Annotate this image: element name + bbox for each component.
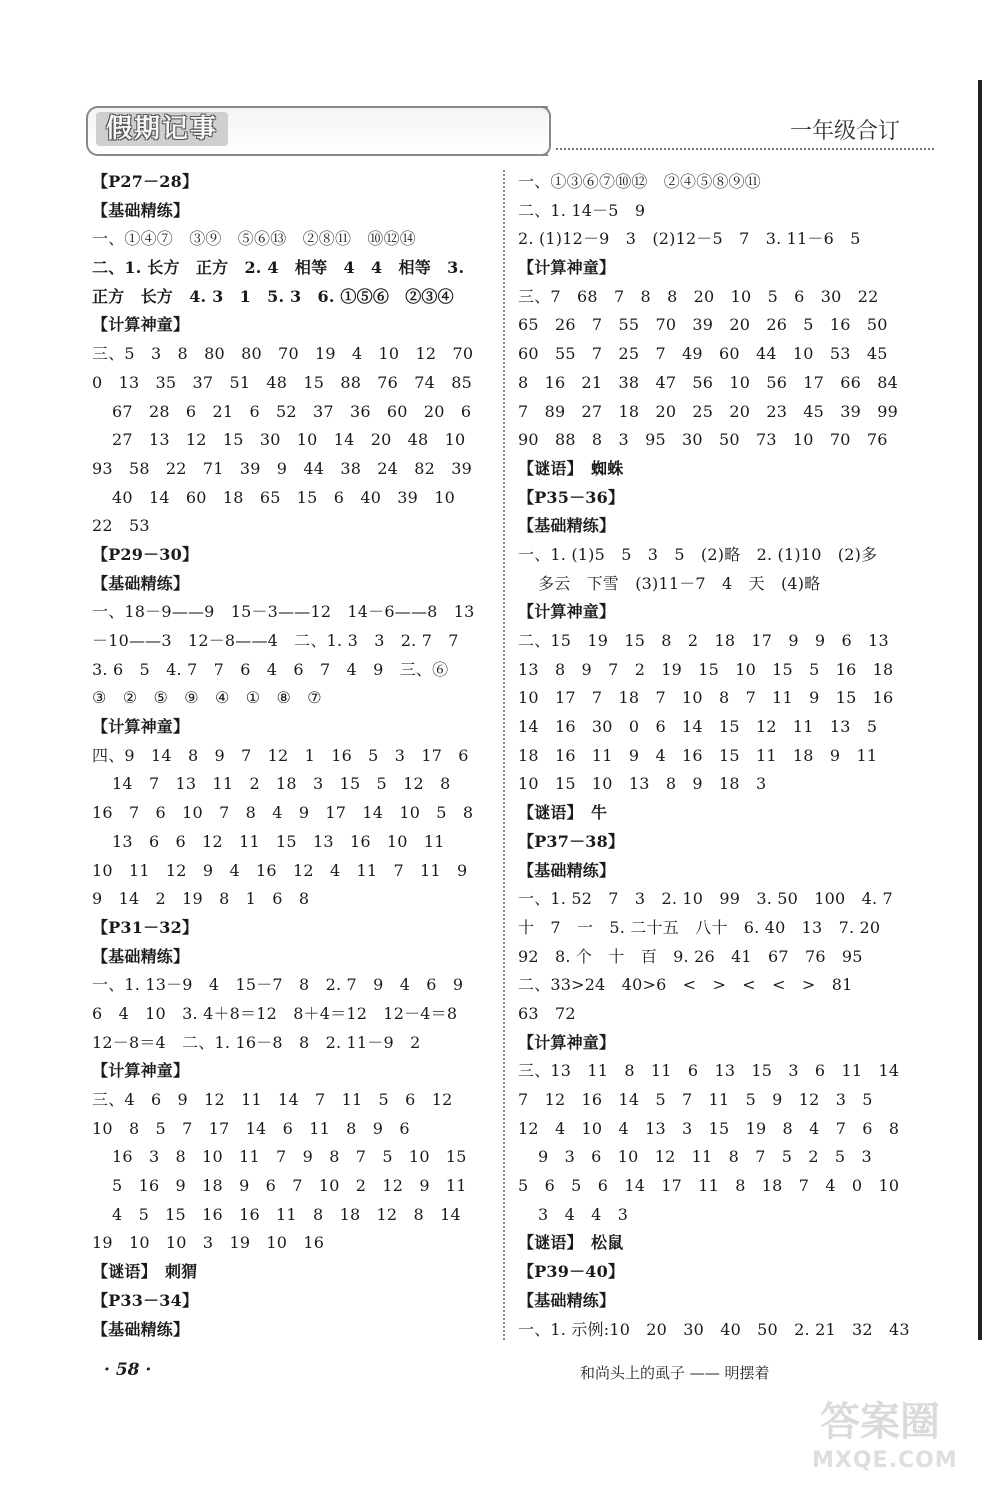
- section-heading: 【计算神童】: [518, 1032, 616, 1052]
- answer-line: 6 4 10 3. 4＋8＝12 8＋4＝12 12－4＝8: [92, 1003, 458, 1023]
- answer-line: 22 53: [92, 516, 150, 536]
- section-heading: 【谜语】 牛: [518, 803, 608, 823]
- section-heading: 【谜语】 蜘蛛: [518, 458, 624, 478]
- answer-line: 14 7 13 11 2 18 3 15 5 12 8: [112, 774, 451, 794]
- section-heading: 【计算神童】: [92, 717, 190, 737]
- answer-line: 三、4 6 9 12 11 14 7 11 5 6 12: [92, 1090, 453, 1109]
- section-heading: 【P35－36】: [518, 487, 625, 507]
- answer-line: 7 89 27 18 20 25 20 23 45 39 99: [518, 401, 898, 421]
- header-grade: 一年级合订: [789, 119, 900, 144]
- header-tab-end: [541, 106, 551, 156]
- footer-riddle: 和尚头上的虱子 —— 明摆着: [580, 1364, 770, 1382]
- right-column: [518, 168, 918, 1344]
- answer-line: 9 3 6 10 12 11 8 7 5 2 5 3: [538, 1147, 872, 1167]
- answer-line: 5 6 5 6 14 17 11 8 18 7 4 0 10: [518, 1176, 900, 1196]
- section-heading: 【基础精练】: [92, 200, 190, 220]
- watermark-logo: 答案圈: [820, 1399, 940, 1445]
- answer-line: 13 8 9 7 2 19 15 10 15 5 16 18: [518, 659, 894, 679]
- header-dotted-rule: [556, 148, 934, 150]
- answer-line: 67 28 6 21 6 52 37 36 60 20 6: [112, 401, 472, 421]
- answer-line: 92 8. 个 十 百 9. 26 41 67 76 95: [518, 946, 863, 966]
- answer-line: 0 13 35 37 51 48 15 88 76 74 85: [92, 372, 472, 392]
- section-heading: 【谜语】 刺猬: [92, 1262, 198, 1282]
- answer-line: 12 4 10 4 13 3 15 19 8 4 7 6 8: [518, 1118, 900, 1138]
- answer-line: 10 11 12 9 4 16 12 4 11 7 11 9: [92, 860, 468, 880]
- answer-line: 二、33>24 40>6 < > < < > 81: [518, 975, 853, 995]
- answer-line: 多云 下雪 (3)11－7 4 天 (4)略: [538, 573, 821, 593]
- answer-line: ③ ② ⑤ ⑨ ④ ① ⑧ ⑦: [92, 688, 322, 708]
- answer-line: 8 16 21 38 47 56 10 56 17 66 84: [518, 372, 898, 392]
- answer-line: 二、1. 14－5 9: [518, 200, 646, 220]
- section-heading: 【基础精练】: [92, 573, 190, 593]
- column-separator: [503, 170, 505, 1340]
- section-heading: 【谜语】 松鼠: [518, 1233, 624, 1253]
- answer-line: 16 3 8 10 11 7 9 8 7 5 10 15: [112, 1147, 467, 1167]
- answer-line: 一、1. 13－9 4 15－7 8 2. 7 9 4 6 9: [92, 975, 464, 995]
- answer-line: 5 16 9 18 9 6 7 10 2 12 9 11: [112, 1176, 467, 1196]
- answer-line: 3. 6 5 4. 7 7 6 4 6 7 4 9 三、⑥: [92, 659, 449, 679]
- section-heading: 【P31－32】: [92, 917, 199, 937]
- answer-line: 2. (1)12－9 3 (2)12－5 7 3. 11－6 5: [518, 229, 861, 249]
- answer-line: 十 7 一 5. 二十五 八十 6. 40 13 7. 20: [518, 917, 881, 937]
- answer-line: 一、1. 示例:10 20 30 40 50 2. 21 32 43: [518, 1319, 910, 1339]
- page-number: · 58 ·: [104, 1360, 152, 1380]
- answer-line: 三、7 68 7 8 8 20 10 5 6 30 22: [518, 286, 879, 306]
- left-column: [92, 168, 496, 1344]
- answer-line: 三、13 11 8 11 6 13 15 3 6 11 14: [518, 1061, 900, 1081]
- answer-line: 14 16 30 0 6 14 15 12 11 13 5: [518, 717, 878, 737]
- answer-line: 一、①④⑦ ③⑨ ⑤⑥⑬ ②⑧⑪ ⑩⑫⑭: [92, 229, 417, 249]
- answer-line: 16 7 6 10 7 8 4 9 17 14 10 5 8: [92, 803, 474, 823]
- section-heading: 【P39－40】: [518, 1262, 625, 1282]
- answer-line: 10 8 5 7 17 14 6 11 8 9 6: [92, 1118, 410, 1138]
- answer-line: 一、18－9——9 15－3——12 14－6——8 13: [92, 602, 475, 622]
- answer-line: －10——3 12－8——4 二、1. 3 3 2. 7 7: [92, 631, 459, 650]
- section-heading: 【计算神童】: [92, 1061, 190, 1081]
- answer-line: 65 26 7 55 70 39 20 26 5 16 50: [518, 315, 888, 335]
- section-heading: 【基础精练】: [518, 860, 616, 880]
- answer-line: 12－8＝4 二、1. 16－8 8 2. 11－9 2: [92, 1032, 421, 1052]
- answer-line: 93 58 22 71 39 9 44 38 24 82 39: [92, 458, 472, 478]
- answer-line: 7 12 16 14 5 7 11 5 9 12 3 5: [518, 1090, 873, 1109]
- answer-line: 四、9 14 8 9 7 12 1 16 5 3 17 6: [92, 745, 469, 765]
- section-heading: 【基础精练】: [518, 1290, 616, 1310]
- section-heading: 【P37－38】: [518, 831, 625, 851]
- right-edge-rule: [978, 80, 982, 1340]
- watermark-url: MXQE.COM: [812, 1448, 958, 1473]
- answer-line: 4 5 15 16 16 11 8 18 12 8 14: [112, 1204, 461, 1224]
- answer-line: 63 72: [518, 1003, 576, 1023]
- answer-line: 60 55 7 25 7 49 60 44 10 53 45: [518, 344, 888, 364]
- section-heading: 【基础精练】: [92, 946, 190, 966]
- answer-line: 19 10 10 3 19 10 16: [92, 1233, 325, 1253]
- header-title: 假期记事: [96, 112, 228, 146]
- answer-line: 13 6 6 12 11 15 13 16 10 11: [112, 831, 445, 851]
- section-heading: 【P29－30】: [92, 544, 199, 564]
- answer-line: 90 88 8 3 95 30 50 73 10 70 76: [518, 430, 888, 450]
- section-heading: 【基础精练】: [92, 1319, 190, 1339]
- section-heading: 【计算神童】: [92, 315, 190, 335]
- answer-line: 9 14 2 19 8 1 6 8: [92, 889, 310, 909]
- section-heading: 正方 长方 4. 3 1 5. 3 6. ①⑤⑥ ②③④: [92, 286, 454, 306]
- section-heading: 【P33－34】: [92, 1290, 199, 1310]
- answer-line: 三、5 3 8 80 80 70 19 4 10 12 70: [92, 344, 474, 364]
- answer-line: 10 15 10 13 8 9 18 3: [518, 774, 767, 794]
- page-header: [86, 106, 934, 162]
- section-heading: 【计算神童】: [518, 258, 616, 278]
- answer-line: 一、1. (1)5 5 3 5 (2)略 2. (1)10 (2)多: [518, 544, 878, 564]
- section-heading: 【P27－28】: [92, 172, 199, 191]
- answer-line: 一、①③⑥⑦⑩⑫ ②④⑤⑧⑨⑪: [518, 172, 762, 191]
- answer-line: 40 14 60 18 65 15 6 40 39 10: [112, 487, 456, 507]
- answer-line: 27 13 12 15 30 10 14 20 48 10: [112, 430, 466, 450]
- section-heading: 二、1. 长方 正方 2. 4 相等 4 4 相等 3.: [92, 258, 465, 278]
- answer-line: 一、1. 52 7 3 2. 10 99 3. 50 100 4. 7: [518, 889, 893, 909]
- answer-line: 18 16 11 9 4 16 15 11 18 9 11: [518, 745, 878, 765]
- answer-line: 3 4 4 3: [538, 1204, 629, 1224]
- answer-line: 10 17 7 18 7 10 8 7 11 9 15 16: [518, 688, 894, 708]
- section-heading: 【计算神童】: [518, 602, 616, 622]
- answer-line: 二、15 19 15 8 2 18 17 9 9 6 13: [518, 631, 889, 650]
- section-heading: 【基础精练】: [518, 516, 616, 536]
